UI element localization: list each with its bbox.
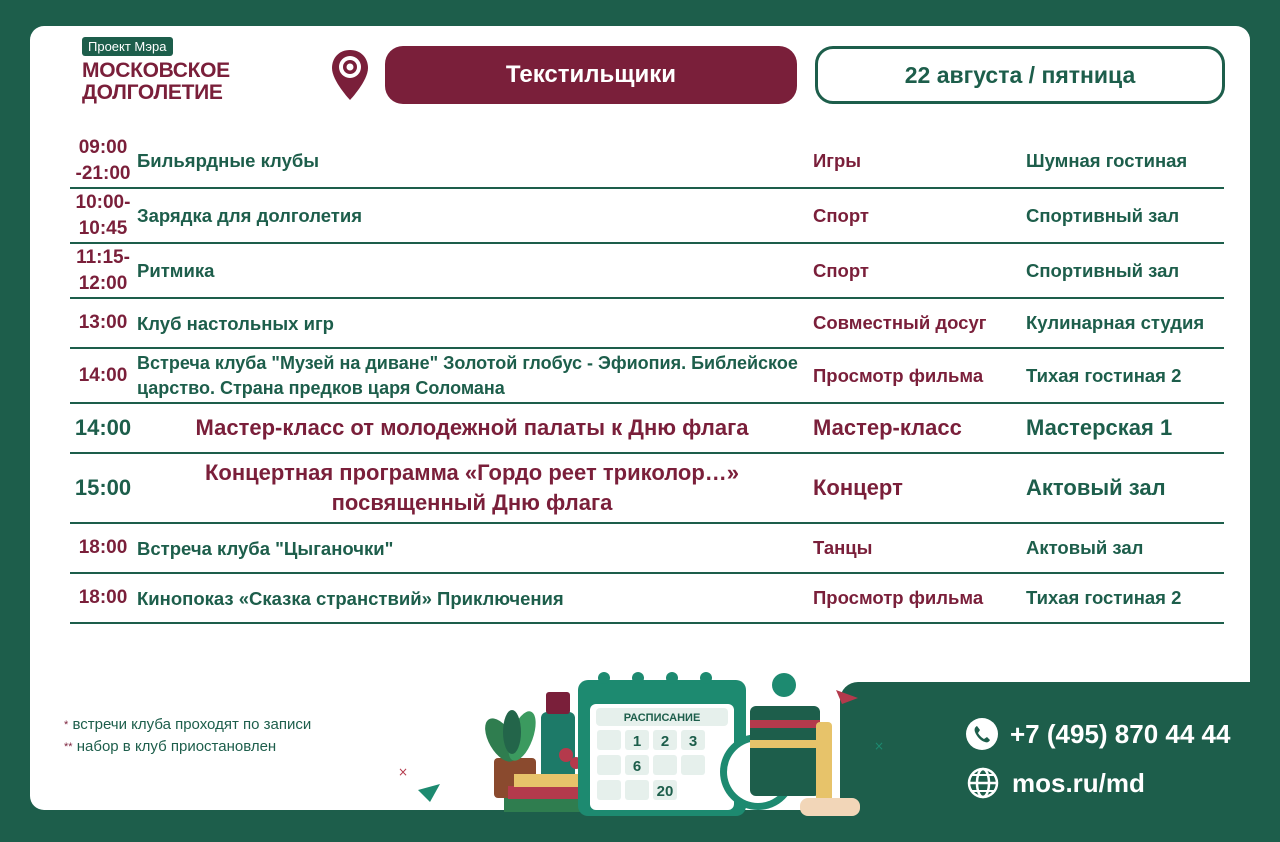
calendar-title: РАСПИСАНИЕ xyxy=(623,712,701,724)
schedule-table xyxy=(70,134,1224,624)
event-title: Встреча клуба "Музей на диване" Золотой глобус - Эфиопия. Библейское царство. Страна предков царя Соломана xyxy=(137,352,798,398)
logo-line-1: МОСКОВСКОЕ xyxy=(82,59,230,82)
calendar-icon xyxy=(578,672,746,816)
footer-contacts-panel xyxy=(840,682,1280,842)
event-place: Спортивный зал xyxy=(1026,259,1180,281)
event-type: Совместный досуг xyxy=(813,312,987,333)
sparkle-icon: × xyxy=(398,765,409,779)
pencil-cup-icon xyxy=(750,706,820,796)
event-type: Мастер-класс xyxy=(813,415,962,440)
logo xyxy=(82,36,230,104)
event-time: 14:00 xyxy=(74,415,132,440)
date-pill: 22 августа / пятница xyxy=(815,46,1225,104)
event-title: Зарядка для долголетия xyxy=(137,205,363,226)
event-title: Бильярдные клубы xyxy=(137,150,320,171)
footnote-1 xyxy=(64,714,311,736)
schedule-illustration xyxy=(396,660,896,820)
event-time: 09:00 -21:00 xyxy=(75,136,131,184)
footnote-2 xyxy=(64,736,311,758)
event-title: Ритмика xyxy=(137,260,215,281)
event-type: Концерт xyxy=(813,475,903,500)
event-title: Встреча клуба "Цыганочки" xyxy=(137,537,394,559)
phone-icon xyxy=(966,718,998,750)
calendar-number: 2 xyxy=(660,733,670,750)
event-place: Актовый зал xyxy=(1026,475,1166,500)
event-title: Концертная программа «Гордо реет триколор…» посвященный Дню флага xyxy=(204,460,740,515)
event-time: 14:00 xyxy=(78,364,128,386)
footnotes xyxy=(64,714,311,758)
footnote-mark: * xyxy=(64,719,69,731)
paper-plane-icon xyxy=(836,690,858,704)
event-place: Спортивный зал xyxy=(1026,204,1180,226)
event-type: Спорт xyxy=(813,259,869,281)
event-type: Спорт xyxy=(813,204,869,226)
table-row xyxy=(70,349,1224,404)
event-time: 18:00 xyxy=(78,537,128,558)
ball-icon xyxy=(772,673,796,697)
event-time: 13:00 xyxy=(78,312,128,333)
pencil-icon xyxy=(816,722,832,802)
footnote-text: набор в клуб приостановлен xyxy=(76,738,277,755)
phone-contact[interactable] xyxy=(966,718,1230,750)
calendar-number: 6 xyxy=(632,758,642,775)
table-row xyxy=(70,134,1224,189)
event-title: Мастер-класс от молодежной палаты к Дню флага xyxy=(195,415,749,440)
paper-plane-icon xyxy=(418,784,440,802)
event-type: Танцы xyxy=(813,537,873,558)
table-row xyxy=(70,189,1224,244)
footnote-text: встречи клуба проходят по записи xyxy=(72,716,312,733)
event-title: Клуб настольных игр xyxy=(137,312,334,334)
event-time: 10:00- 10:45 xyxy=(75,191,131,239)
event-time: 18:00 xyxy=(78,587,128,608)
table-row xyxy=(70,244,1224,299)
event-place: Тихая гостиная 2 xyxy=(1026,587,1182,608)
table-row xyxy=(70,574,1224,624)
event-time: 11:15- 12:00 xyxy=(76,246,130,294)
event-place: Кулинарная студия xyxy=(1026,312,1205,333)
calendar-number: 20 xyxy=(656,783,674,800)
eraser-icon xyxy=(800,798,860,816)
calendar-number: 3 xyxy=(688,733,698,750)
footnote-mark: ** xyxy=(64,741,73,753)
logo-badge: Проект Мэра xyxy=(82,37,173,56)
event-place: Актовый зал xyxy=(1026,537,1144,558)
phone-number: +7 (495) 870 44 44 xyxy=(1010,718,1231,749)
location-pill: Текстильщики xyxy=(385,46,797,104)
event-place: Мастерская 1 xyxy=(1026,415,1173,440)
logo-line-2: ДОЛГОЛЕТИЕ xyxy=(82,81,223,104)
table-row xyxy=(70,524,1224,574)
event-title: Кинопоказ «Сказка странствий» Приключения xyxy=(137,587,564,609)
books-icon xyxy=(504,774,584,812)
event-type: Игры xyxy=(813,149,862,171)
calendar-number: 1 xyxy=(632,733,642,750)
event-time: 15:00 xyxy=(74,475,132,500)
event-place: Шумная гостиная xyxy=(1026,149,1188,171)
table-row xyxy=(70,404,1224,454)
website-contact[interactable] xyxy=(966,766,1145,800)
location-pin-icon xyxy=(330,48,370,102)
event-place: Тихая гостиная 2 xyxy=(1026,364,1182,386)
sparkle-icon: × xyxy=(874,739,885,753)
table-row xyxy=(70,454,1224,524)
website-url: mos.ru/md xyxy=(1012,767,1145,798)
globe-icon xyxy=(966,766,1000,800)
table-row xyxy=(70,299,1224,349)
event-type: Просмотр фильма xyxy=(813,587,984,608)
event-type: Просмотр фильма xyxy=(813,364,984,386)
